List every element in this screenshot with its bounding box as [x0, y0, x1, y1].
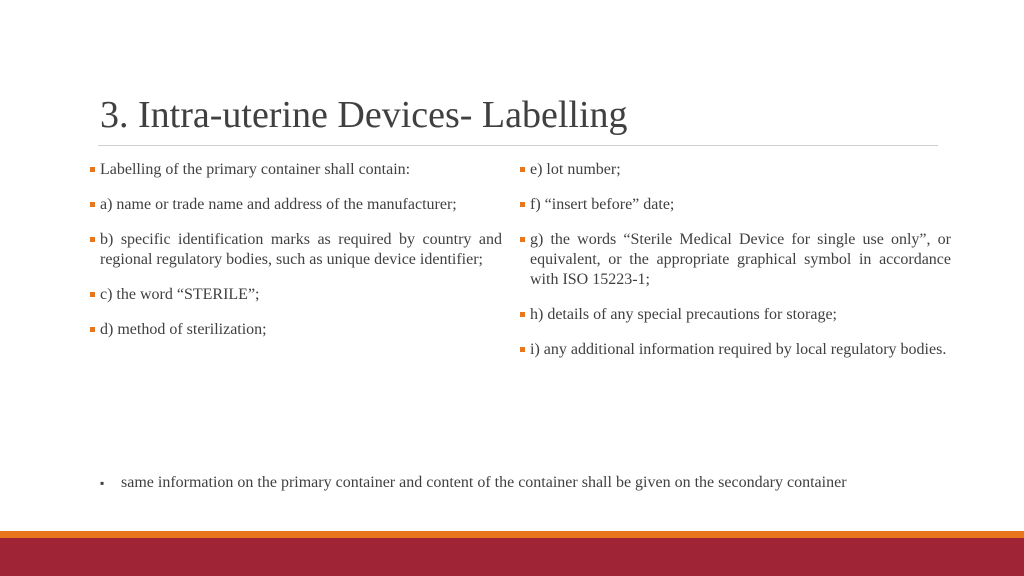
right-bullet-list: [518, 160, 951, 375]
square-bullet-icon: [90, 202, 95, 207]
list-item-text: g) the words “Sterile Medical Device for single use only”, or equivalent, or the appropriate graphical symbol in accordance with ISO 15223-1;: [530, 231, 951, 288]
list-item-text: a) name or trade name and address of the manufacturer;: [100, 196, 457, 213]
square-bullet-icon: [520, 167, 525, 172]
square-bullet-icon: [90, 237, 95, 242]
list-item: [518, 340, 951, 360]
list-item: [88, 285, 502, 305]
left-bullet-list: [88, 160, 502, 355]
list-item: [88, 320, 502, 340]
list-item-text: b) specific identification marks as required by country and regional regulatory bodies, such as unique device identifier;: [100, 231, 502, 268]
list-item: [88, 160, 502, 180]
list-item-text: c) the word “STERILE”;: [100, 286, 260, 303]
slide-title: 3. Intra-uterine Devices- Labelling: [100, 94, 628, 136]
list-item: [88, 230, 502, 270]
footer-orange-band: [0, 531, 1024, 538]
list-item-text: i) any additional information required by local regulatory bodies.: [530, 341, 947, 358]
list-item-text: Labelling of the primary container shall contain:: [100, 161, 411, 178]
list-item: [518, 160, 951, 180]
bottom-note-text: same information on the primary container and content of the container shall be given on the secondary container: [121, 474, 847, 491]
list-item: [518, 305, 951, 325]
list-item-text: f) “insert before” date;: [530, 196, 675, 213]
square-bullet-icon: [90, 292, 95, 297]
list-item: [518, 230, 951, 290]
square-bullet-icon: ▪: [100, 476, 105, 490]
list-item: [88, 195, 502, 215]
title-divider: [98, 145, 938, 146]
square-bullet-icon: [520, 237, 525, 242]
square-bullet-icon: [90, 327, 95, 332]
footer-red-band: [0, 538, 1024, 576]
list-item-text: d) method of sterilization;: [100, 321, 267, 338]
square-bullet-icon: [90, 167, 95, 172]
list-item-text: e) lot number;: [530, 161, 621, 178]
list-item: [518, 195, 951, 215]
square-bullet-icon: [520, 347, 525, 352]
list-item-text: h) details of any special precautions for storage;: [530, 306, 837, 323]
bottom-note: [100, 472, 950, 494]
square-bullet-icon: [520, 202, 525, 207]
square-bullet-icon: [520, 312, 525, 317]
